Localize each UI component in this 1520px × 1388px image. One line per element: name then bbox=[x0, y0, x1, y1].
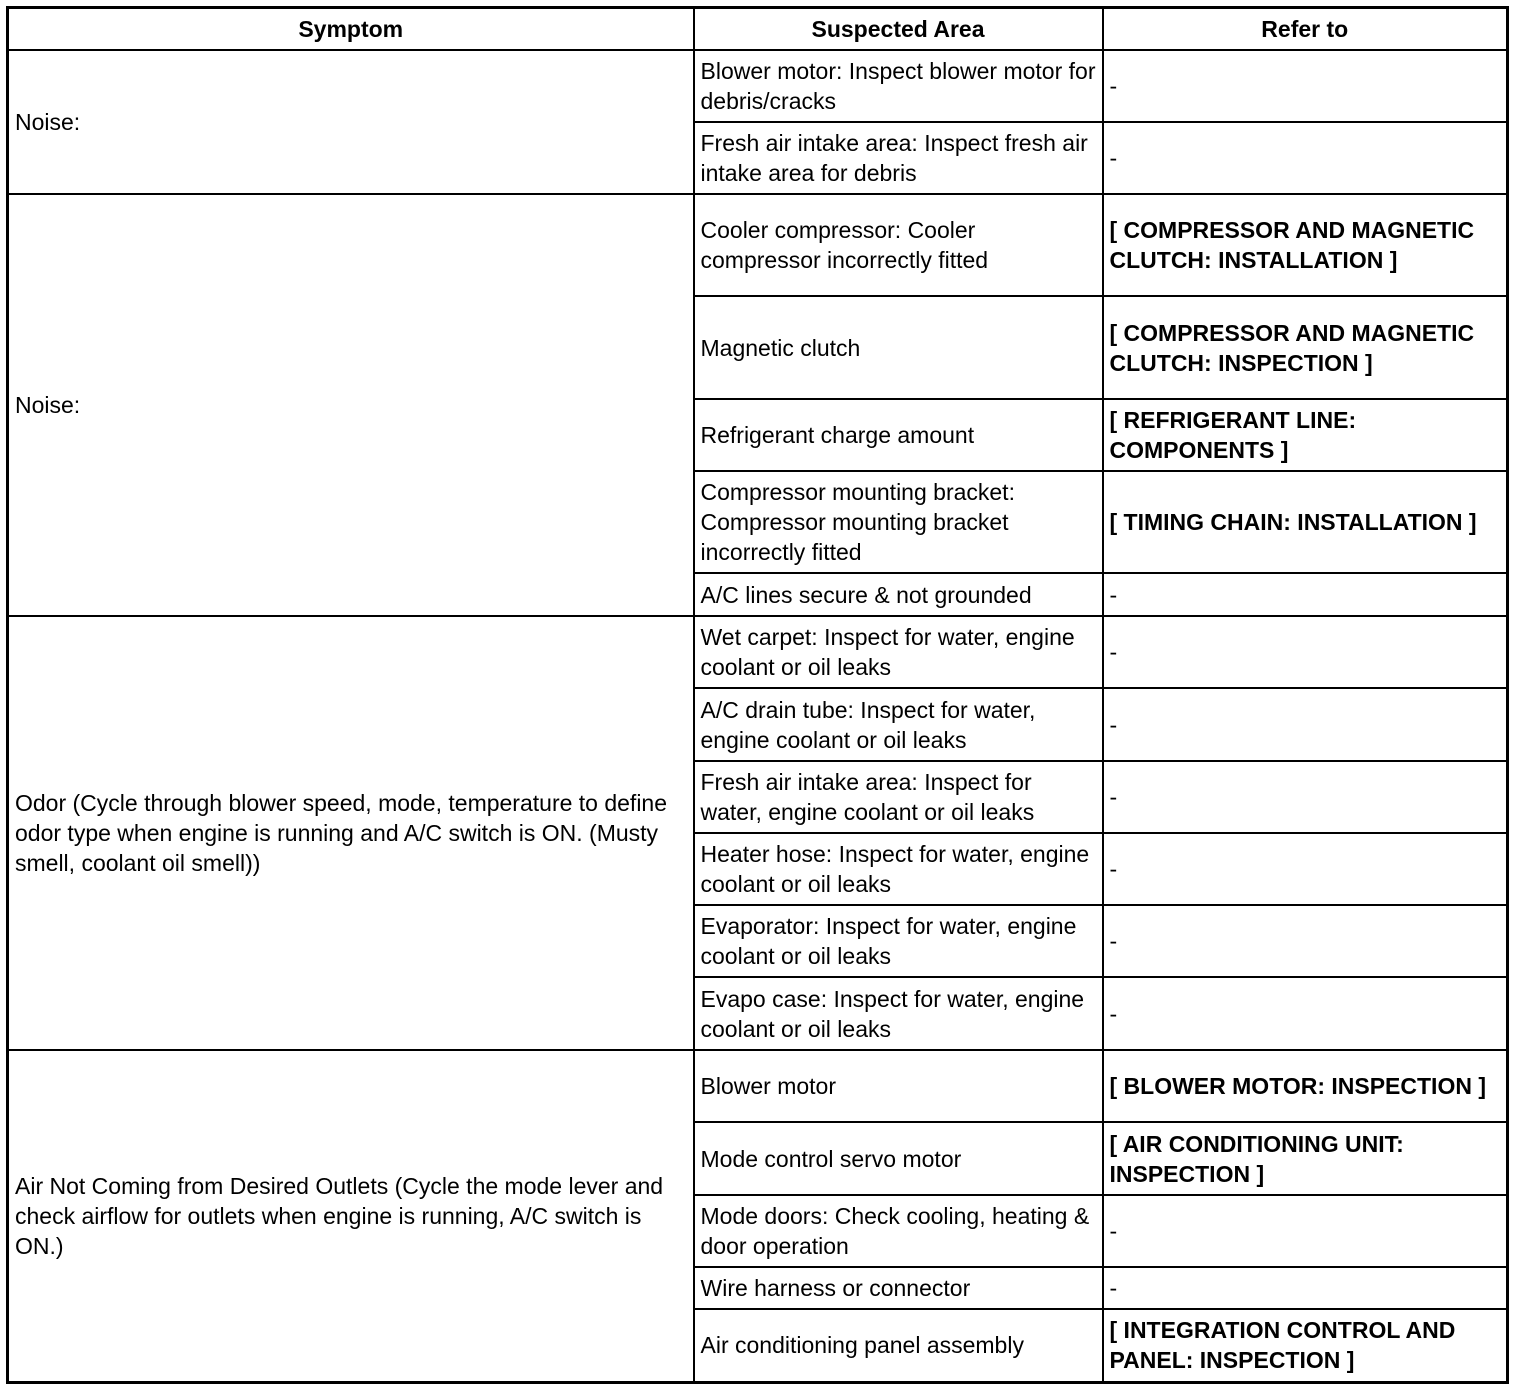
diagnosis-table-wrapper bbox=[6, 6, 1509, 1384]
table-row bbox=[8, 1050, 1508, 1122]
suspected-area-cell: Blower motor bbox=[694, 1050, 1103, 1122]
table-row bbox=[8, 616, 1508, 688]
header-row bbox=[8, 8, 1508, 51]
symptom-cell: Odor (Cycle through blower speed, mode, temperature to define odor type when engine is running and A/C switch is ON. (Musty smell, coolant oil smell)) bbox=[8, 616, 694, 1050]
suspected-area-cell: Mode doors: Check cooling, heating & door operation bbox=[694, 1195, 1103, 1267]
refer-to-cell: - bbox=[1103, 50, 1508, 122]
refer-to-link[interactable]: [ INTEGRATION CONTROL AND PANEL: INSPECTION ] bbox=[1103, 1309, 1508, 1382]
header-refer-to: Refer to bbox=[1103, 8, 1508, 51]
refer-to-cell: - bbox=[1103, 905, 1508, 977]
header-symptom: Symptom bbox=[8, 8, 694, 51]
header-suspected-area: Suspected Area bbox=[694, 8, 1103, 51]
suspected-area-cell: Evapo case: Inspect for water, engine coolant or oil leaks bbox=[694, 977, 1103, 1050]
refer-to-cell: - bbox=[1103, 833, 1508, 905]
suspected-area-cell: A/C drain tube: Inspect for water, engine coolant or oil leaks bbox=[694, 688, 1103, 761]
suspected-area-cell: Magnetic clutch bbox=[694, 296, 1103, 399]
refer-to-link[interactable]: [ COMPRESSOR AND MAGNETIC CLUTCH: INSPECTION ] bbox=[1103, 296, 1508, 399]
refer-to-link[interactable]: [ AIR CONDITIONING UNIT: INSPECTION ] bbox=[1103, 1122, 1508, 1195]
refer-to-link[interactable]: [ BLOWER MOTOR: INSPECTION ] bbox=[1103, 1050, 1508, 1122]
refer-to-cell: - bbox=[1103, 688, 1508, 761]
suspected-area-cell: Fresh air intake area: Inspect fresh air intake area for debris bbox=[694, 122, 1103, 194]
refer-to-link[interactable]: [ TIMING CHAIN: INSTALLATION ] bbox=[1103, 471, 1508, 573]
suspected-area-cell: Mode control servo motor bbox=[694, 1122, 1103, 1195]
suspected-area-cell: Heater hose: Inspect for water, engine coolant or oil leaks bbox=[694, 833, 1103, 905]
symptom-cell: Noise: bbox=[8, 50, 694, 194]
refer-to-cell: - bbox=[1103, 573, 1508, 616]
refer-to-link[interactable]: [ REFRIGERANT LINE: COMPONENTS ] bbox=[1103, 399, 1508, 471]
suspected-area-cell: Blower motor: Inspect blower motor for debris/cracks bbox=[694, 50, 1103, 122]
diagnosis-table bbox=[6, 6, 1509, 1384]
suspected-area-cell: Evaporator: Inspect for water, engine coolant or oil leaks bbox=[694, 905, 1103, 977]
refer-to-cell: - bbox=[1103, 977, 1508, 1050]
symptom-cell: Air Not Coming from Desired Outlets (Cycle the mode lever and check airflow for outlets when engine is running, A/C switch is ON.) bbox=[8, 1050, 694, 1382]
refer-to-cell: - bbox=[1103, 1267, 1508, 1309]
suspected-area-cell: Fresh air intake area: Inspect for water, engine coolant or oil leaks bbox=[694, 761, 1103, 833]
suspected-area-cell: Wire harness or connector bbox=[694, 1267, 1103, 1309]
table-row bbox=[8, 194, 1508, 296]
suspected-area-cell: Wet carpet: Inspect for water, engine coolant or oil leaks bbox=[694, 616, 1103, 688]
suspected-area-cell: Refrigerant charge amount bbox=[694, 399, 1103, 471]
suspected-area-cell: Cooler compressor: Cooler compressor incorrectly fitted bbox=[694, 194, 1103, 296]
symptom-cell: Noise: bbox=[8, 194, 694, 616]
table-row bbox=[8, 50, 1508, 122]
suspected-area-cell: Compressor mounting bracket: Compressor mounting bracket incorrectly fitted bbox=[694, 471, 1103, 573]
refer-to-cell: - bbox=[1103, 1195, 1508, 1267]
refer-to-cell: - bbox=[1103, 616, 1508, 688]
suspected-area-cell: A/C lines secure & not grounded bbox=[694, 573, 1103, 616]
refer-to-link[interactable]: [ COMPRESSOR AND MAGNETIC CLUTCH: INSTALLATION ] bbox=[1103, 194, 1508, 296]
suspected-area-cell: Air conditioning panel assembly bbox=[694, 1309, 1103, 1382]
refer-to-cell: - bbox=[1103, 122, 1508, 194]
refer-to-cell: - bbox=[1103, 761, 1508, 833]
